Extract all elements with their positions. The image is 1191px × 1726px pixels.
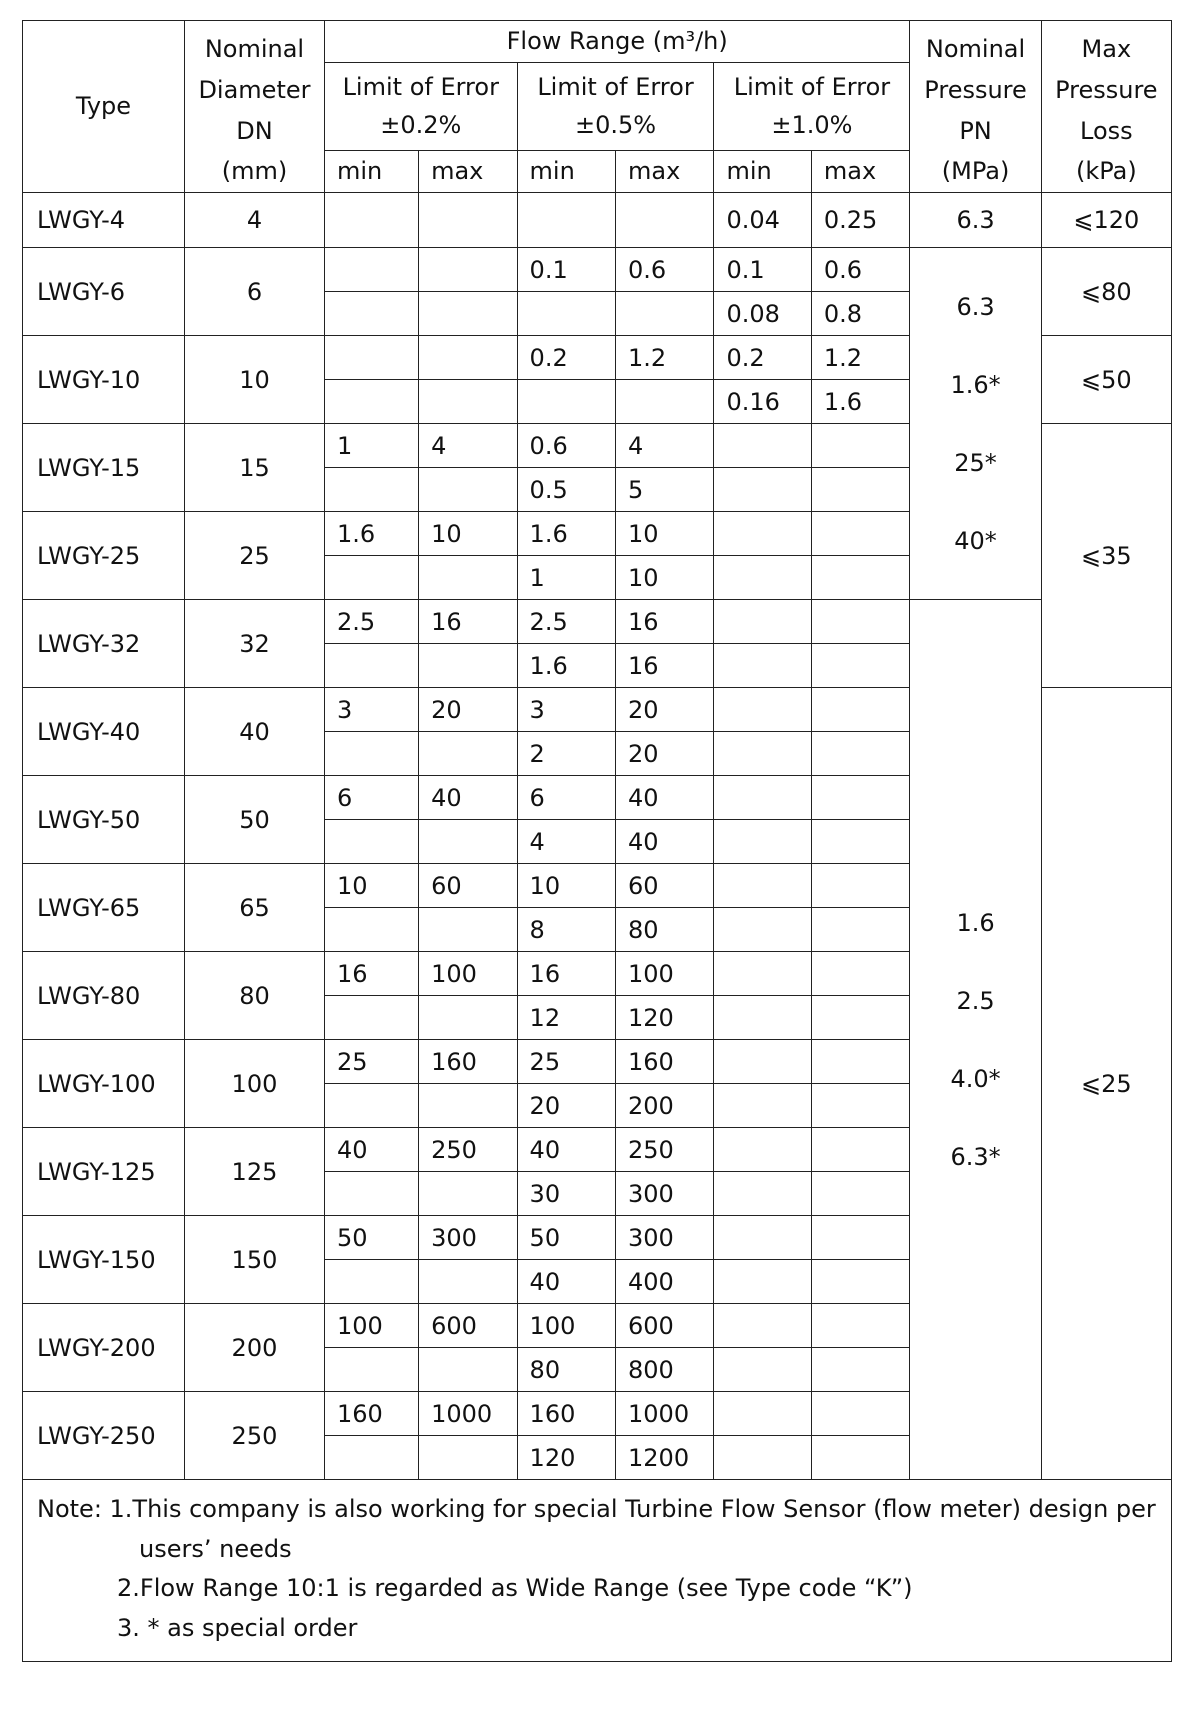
max-cell: 300 <box>616 1172 714 1216</box>
note-1-continued: users’ needs <box>139 1534 292 1563</box>
min-cell: 100 <box>517 1304 615 1348</box>
diameter-cell: 40 <box>184 688 324 776</box>
max-cell: 4 <box>419 424 517 468</box>
table-row <box>23 248 1172 292</box>
min-cell: 40 <box>324 1128 418 1172</box>
max-cell: 20 <box>616 732 714 776</box>
min-cell: 6 <box>324 776 418 820</box>
min-cell: 1 <box>517 556 615 600</box>
diameter-cell: 25 <box>184 512 324 600</box>
max-cell: 40 <box>616 776 714 820</box>
nominal-pressure-cell <box>910 600 1041 1480</box>
max-cell <box>811 1348 910 1392</box>
min-cell <box>324 193 418 248</box>
max-cell <box>811 1216 910 1260</box>
min-cell <box>714 1172 811 1216</box>
max-cell: 300 <box>419 1216 517 1260</box>
min-cell <box>324 292 418 336</box>
type-cell: LWGY-200 <box>23 1304 185 1392</box>
min-cell <box>714 1040 811 1084</box>
min-cell: 0.5 <box>517 468 615 512</box>
header-max: max <box>616 151 714 193</box>
max-cell <box>811 996 910 1040</box>
pressure-loss-cell: ⩽25 <box>1041 688 1171 1480</box>
min-cell <box>714 1216 811 1260</box>
min-cell: 16 <box>517 952 615 996</box>
diameter-cell: 80 <box>184 952 324 1040</box>
max-cell <box>419 908 517 952</box>
max-cell <box>419 996 517 1040</box>
min-cell <box>324 908 418 952</box>
min-cell: 3 <box>324 688 418 732</box>
diameter-cell: 4 <box>184 193 324 248</box>
min-cell: 0.6 <box>517 424 615 468</box>
max-cell: 0.25 <box>811 193 910 248</box>
header-error-1-0: Limit of Error ±1.0% <box>714 63 910 151</box>
max-cell <box>419 732 517 776</box>
header-error-0-5: Limit of Error ±0.5% <box>517 63 714 151</box>
max-cell <box>811 952 910 996</box>
max-cell: 1.2 <box>811 336 910 380</box>
max-cell <box>811 468 910 512</box>
max-cell <box>419 380 517 424</box>
min-cell <box>324 1260 418 1304</box>
max-cell: 100 <box>419 952 517 996</box>
type-cell: LWGY-100 <box>23 1040 185 1128</box>
min-cell <box>714 1260 811 1304</box>
max-cell <box>811 864 910 908</box>
type-cell: LWGY-80 <box>23 952 185 1040</box>
nominal-pressure-label: Nominal Pressure PN (MPa) <box>924 35 1027 186</box>
min-cell: 2.5 <box>324 600 418 644</box>
diameter-cell: 200 <box>184 1304 324 1392</box>
min-cell: 0.04 <box>714 193 811 248</box>
min-cell: 2.5 <box>517 600 615 644</box>
max-cell: 10 <box>419 512 517 556</box>
pressure-value: 4.0* <box>950 1064 1001 1093</box>
max-cell <box>419 336 517 380</box>
max-cell: 40 <box>616 820 714 864</box>
min-cell <box>714 1392 811 1436</box>
header-max: max <box>419 151 517 193</box>
max-cell <box>811 908 910 952</box>
max-cell: 800 <box>616 1348 714 1392</box>
max-cell: 16 <box>616 600 714 644</box>
max-cell <box>419 1436 517 1480</box>
min-cell: 0.2 <box>714 336 811 380</box>
notes-section <box>22 1480 1172 1661</box>
max-cell: 160 <box>616 1040 714 1084</box>
max-cell: 40 <box>419 776 517 820</box>
max-cell: 10 <box>616 512 714 556</box>
pressure-loss-cell: ⩽120 <box>1041 193 1171 248</box>
note-2: 2.Flow Range 10:1 is regarded as Wide Range (see Type code “K”) <box>117 1574 913 1603</box>
min-cell <box>714 1084 811 1128</box>
max-cell: 100 <box>616 952 714 996</box>
min-cell: 10 <box>517 864 615 908</box>
header-min: min <box>324 151 418 193</box>
min-cell <box>714 864 811 908</box>
min-cell <box>324 468 418 512</box>
max-cell: 300 <box>616 1216 714 1260</box>
max-cell: 400 <box>616 1260 714 1304</box>
max-cell: 1000 <box>419 1392 517 1436</box>
min-cell <box>324 336 418 380</box>
max-cell <box>811 1436 910 1480</box>
pressure-value: 6.3 <box>956 292 995 321</box>
min-cell: 6 <box>517 776 615 820</box>
min-cell <box>517 193 615 248</box>
max-cell <box>811 424 910 468</box>
max-cell <box>419 248 517 292</box>
diameter-cell: 65 <box>184 864 324 952</box>
max-cell: 60 <box>616 864 714 908</box>
diameter-cell: 6 <box>184 248 324 336</box>
note-3: 3. * as special order <box>117 1613 358 1642</box>
min-cell: 0.1 <box>714 248 811 292</box>
min-cell <box>324 1084 418 1128</box>
max-cell: 16 <box>419 600 517 644</box>
max-cell <box>419 1348 517 1392</box>
header-min: min <box>714 151 811 193</box>
max-cell <box>419 1172 517 1216</box>
min-cell: 80 <box>517 1348 615 1392</box>
min-cell: 2 <box>517 732 615 776</box>
min-cell <box>714 908 811 952</box>
max-cell <box>419 193 517 248</box>
max-cell <box>419 292 517 336</box>
min-cell <box>324 996 418 1040</box>
min-cell: 0.16 <box>714 380 811 424</box>
diameter-cell: 125 <box>184 1128 324 1216</box>
max-cell: 600 <box>419 1304 517 1348</box>
min-cell <box>714 600 811 644</box>
pressure-value: 1.6* <box>950 370 1001 399</box>
nominal-pressure-cell <box>910 248 1041 600</box>
min-cell <box>714 732 811 776</box>
min-cell: 1.6 <box>324 512 418 556</box>
min-cell: 0.08 <box>714 292 811 336</box>
min-cell: 20 <box>517 1084 615 1128</box>
min-cell <box>517 292 615 336</box>
min-cell: 1.6 <box>517 512 615 556</box>
max-cell: 10 <box>616 556 714 600</box>
min-cell: 0.2 <box>517 336 615 380</box>
type-cell: LWGY-10 <box>23 336 185 424</box>
min-cell: 10 <box>324 864 418 908</box>
diameter-cell: 250 <box>184 1392 324 1480</box>
min-cell: 40 <box>517 1260 615 1304</box>
max-pressure-loss-label: Max Pressure Loss (kPa) <box>1055 35 1158 186</box>
max-cell <box>419 644 517 688</box>
max-cell <box>811 732 910 776</box>
min-cell <box>714 996 811 1040</box>
max-cell: 250 <box>419 1128 517 1172</box>
max-cell: 0.6 <box>811 248 910 292</box>
min-cell: 160 <box>517 1392 615 1436</box>
max-cell <box>419 1084 517 1128</box>
flow-sensor-spec-table <box>22 20 1172 1480</box>
max-cell <box>616 380 714 424</box>
diameter-cell: 10 <box>184 336 324 424</box>
type-cell: LWGY-250 <box>23 1392 185 1480</box>
max-cell: 1.2 <box>616 336 714 380</box>
max-cell: 600 <box>616 1304 714 1348</box>
min-cell: 1 <box>324 424 418 468</box>
type-cell: LWGY-4 <box>23 193 185 248</box>
min-cell: 25 <box>517 1040 615 1084</box>
type-cell: LWGY-40 <box>23 688 185 776</box>
max-cell: 5 <box>616 468 714 512</box>
max-cell: 80 <box>616 908 714 952</box>
min-cell: 100 <box>324 1304 418 1348</box>
min-cell: 12 <box>517 996 615 1040</box>
diameter-cell: 50 <box>184 776 324 864</box>
pressure-loss-cell: ⩽50 <box>1041 336 1171 424</box>
type-cell: LWGY-150 <box>23 1216 185 1304</box>
min-cell <box>714 1348 811 1392</box>
max-cell <box>811 644 910 688</box>
max-cell: 1000 <box>616 1392 714 1436</box>
table-row <box>23 193 1172 248</box>
min-cell: 25 <box>324 1040 418 1084</box>
min-cell <box>324 556 418 600</box>
max-cell <box>811 512 910 556</box>
max-cell: 0.8 <box>811 292 910 336</box>
min-cell <box>324 644 418 688</box>
min-cell: 16 <box>324 952 418 996</box>
max-cell <box>811 1260 910 1304</box>
type-cell: LWGY-65 <box>23 864 185 952</box>
min-cell: 120 <box>517 1436 615 1480</box>
pressure-loss-cell: ⩽80 <box>1041 248 1171 336</box>
min-cell: 50 <box>517 1216 615 1260</box>
note-1: Note: 1.This company is also working for special Turbine Flow Sensor (flow meter) design per <box>37 1495 1156 1524</box>
min-cell <box>714 512 811 556</box>
min-cell <box>714 556 811 600</box>
min-cell <box>714 688 811 732</box>
diameter-cell: 15 <box>184 424 324 512</box>
min-cell <box>714 424 811 468</box>
min-cell: 4 <box>517 820 615 864</box>
max-cell: 1.6 <box>811 380 910 424</box>
min-cell <box>324 732 418 776</box>
pressure-value: 1.6 <box>956 908 995 937</box>
min-cell <box>714 1128 811 1172</box>
header-nominal-pressure <box>910 21 1041 193</box>
min-cell: 160 <box>324 1392 418 1436</box>
max-cell <box>811 1304 910 1348</box>
min-cell <box>714 776 811 820</box>
min-cell <box>714 1436 811 1480</box>
pressure-value: 6.3* <box>950 1142 1001 1171</box>
max-cell <box>419 556 517 600</box>
max-cell: 160 <box>419 1040 517 1084</box>
min-cell: 3 <box>517 688 615 732</box>
max-cell <box>419 820 517 864</box>
max-cell <box>419 468 517 512</box>
type-cell: LWGY-125 <box>23 1128 185 1216</box>
min-cell <box>517 380 615 424</box>
nominal-diameter-label: Nominal Diameter DN (mm) <box>198 35 311 186</box>
min-cell <box>324 820 418 864</box>
max-cell <box>811 688 910 732</box>
max-cell <box>616 193 714 248</box>
min-cell <box>714 952 811 996</box>
min-cell: 40 <box>517 1128 615 1172</box>
diameter-cell: 32 <box>184 600 324 688</box>
max-cell <box>811 1392 910 1436</box>
max-cell <box>811 820 910 864</box>
min-cell <box>714 1304 811 1348</box>
max-cell: 200 <box>616 1084 714 1128</box>
pressure-value: 25* <box>954 448 997 477</box>
pressure-value: 40* <box>954 526 997 555</box>
min-cell <box>324 1348 418 1392</box>
header-max: max <box>811 151 910 193</box>
diameter-cell: 100 <box>184 1040 324 1128</box>
max-cell: 4 <box>616 424 714 468</box>
header-max-pressure-loss <box>1041 21 1171 193</box>
type-cell: LWGY-50 <box>23 776 185 864</box>
min-cell <box>714 820 811 864</box>
min-cell <box>714 644 811 688</box>
max-cell: 20 <box>419 688 517 732</box>
min-cell <box>324 1172 418 1216</box>
spec-sheet <box>22 20 1172 1662</box>
max-cell: 16 <box>616 644 714 688</box>
header-type: Type <box>23 21 185 193</box>
type-cell: LWGY-25 <box>23 512 185 600</box>
type-cell: LWGY-15 <box>23 424 185 512</box>
min-cell <box>324 1436 418 1480</box>
max-cell: 20 <box>616 688 714 732</box>
pressure-value: 2.5 <box>956 986 995 1015</box>
max-cell: 120 <box>616 996 714 1040</box>
spec-table-body <box>23 193 1172 1480</box>
max-cell: 60 <box>419 864 517 908</box>
max-cell <box>811 776 910 820</box>
min-cell <box>714 468 811 512</box>
max-cell <box>811 556 910 600</box>
max-cell <box>616 292 714 336</box>
max-cell <box>811 1128 910 1172</box>
nominal-pressure-cell: 6.3 <box>910 193 1041 248</box>
min-cell: 0.1 <box>517 248 615 292</box>
header-flow-range: Flow Range (m³/h) <box>324 21 909 63</box>
header-min: min <box>517 151 615 193</box>
max-cell <box>811 1172 910 1216</box>
min-cell: 30 <box>517 1172 615 1216</box>
min-cell <box>324 380 418 424</box>
min-cell: 8 <box>517 908 615 952</box>
max-cell: 0.6 <box>616 248 714 292</box>
min-cell: 1.6 <box>517 644 615 688</box>
min-cell: 50 <box>324 1216 418 1260</box>
min-cell <box>324 248 418 292</box>
max-cell <box>811 1040 910 1084</box>
max-cell <box>419 1260 517 1304</box>
max-cell: 1200 <box>616 1436 714 1480</box>
pressure-loss-cell: ⩽35 <box>1041 424 1171 688</box>
type-cell: LWGY-6 <box>23 248 185 336</box>
diameter-cell: 150 <box>184 1216 324 1304</box>
max-cell: 250 <box>616 1128 714 1172</box>
header-nominal-diameter <box>184 21 324 193</box>
max-cell <box>811 1084 910 1128</box>
max-cell <box>811 600 910 644</box>
header-error-0-2: Limit of Error ±0.2% <box>324 63 517 151</box>
type-cell: LWGY-32 <box>23 600 185 688</box>
table-row <box>23 600 1172 644</box>
